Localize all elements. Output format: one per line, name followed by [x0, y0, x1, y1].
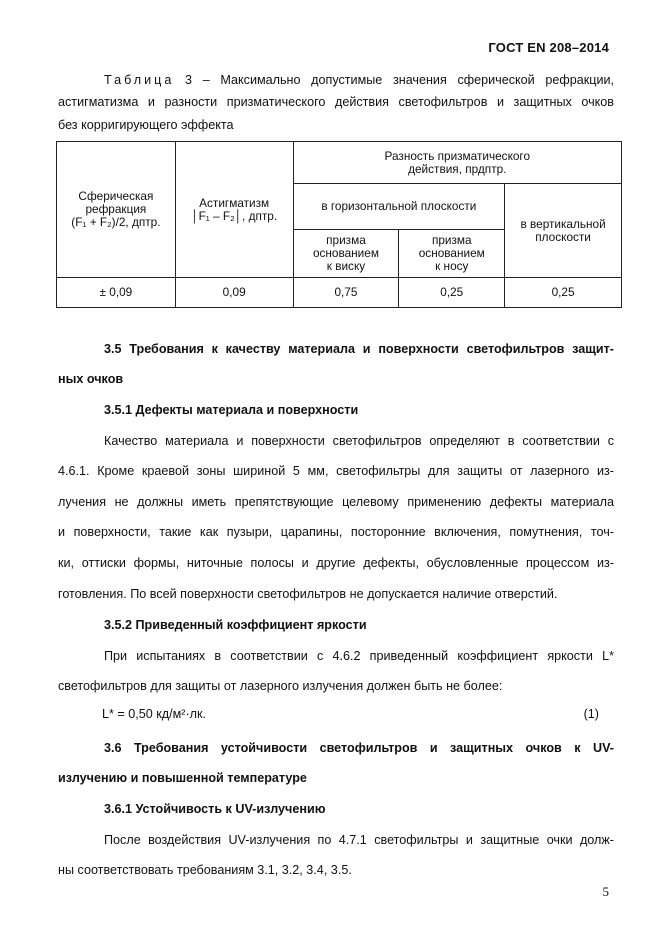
header-nose-line: основанием [418, 246, 485, 260]
section-3-5-heading-cont: ных очков [58, 372, 124, 386]
paragraph-line: готовления. По всей поверхности светофильтров не допускается наличие отверстий. [58, 587, 558, 601]
page-number: 5 [602, 884, 609, 899]
header-astig-line: │F₁ – F₂│, дптр. [191, 208, 278, 223]
header-sphere [57, 142, 176, 278]
table-cell: 0,25 [505, 278, 622, 308]
section-3-6-heading: 3.6 Требования устойчивости светофильтров и защитных очков к UV- [104, 741, 614, 755]
section-3-6-heading-cont: излучению и повышенной температуре [58, 771, 307, 785]
formula-luminance: L* = 0,50 кд/м²·лк. [102, 707, 207, 721]
paragraph-line: При испытаниях в соответствии с 4.6.2 приведенный коэффициент яркости L* [104, 649, 614, 663]
section-3-5-1-heading: 3.5.1 Дефекты материала и поверхности [104, 403, 359, 417]
paragraph-line: ки, оттиски формы, ниточные полосы и другие дефекты, обусловленные процессом из- [58, 556, 614, 570]
table-caption-label: Таблица [104, 73, 175, 87]
paragraph-line: Качество материала и поверхности светофильтров определяют в соответствии с [104, 434, 614, 448]
table-cell: 0,75 [293, 278, 399, 308]
header-sphere-line: Сферическая [78, 189, 154, 203]
standard-header: ГОСТ EN 208–2014 [488, 40, 609, 55]
header-astigmatism [175, 142, 293, 278]
header-prism-temple [293, 230, 399, 278]
paragraph-line: ны соответствовать требованиям 3.1, 3.2, 3.4, 3.5. [58, 863, 352, 877]
header-vertical-line: плоскости [535, 229, 591, 244]
header-prism-line: действия, прдптр. [408, 161, 507, 176]
section-3-6-1-heading: 3.6.1 Устойчивость к UV-излучению [104, 802, 326, 816]
header-temple-line: призма [326, 233, 366, 247]
table-caption-line-2: астигматизма и разности призматического действия светофильтров и защитных очков [58, 95, 614, 109]
paragraph-line: 4.6.1. Кроме краевой зоны шириной 5 мм, светофильтры для защиты от лазерного из- [58, 464, 614, 478]
section-3-5-heading: 3.5 Требования к качеству материала и поверхности светофильтров защит- [104, 342, 614, 356]
paragraph-line: и поверхности, такие как пузыри, царапины, посторонние включения, помутнения, точ- [58, 525, 614, 539]
header-vertical [505, 184, 622, 278]
header-sphere-line: (F₁ + F₂)/2, дптр. [71, 215, 161, 229]
header-temple-line: основанием [312, 246, 379, 260]
header-temple-line: к виску [326, 259, 366, 273]
table-cell: 0,09 [175, 278, 293, 308]
header-sphere-line: рефракция [85, 202, 147, 216]
table-cell: 0,25 [399, 278, 505, 308]
table-caption-text-1: – Максимально допустимые значения сферической рефракции, [202, 73, 615, 87]
paragraph-line: После воздействия UV-излучения по 4.7.1 светофильтры и защитные очки долж- [104, 833, 614, 847]
header-vertical-line: в вертикальной [520, 216, 606, 231]
table-caption-line-3: без корригирующего эффекта [58, 118, 234, 132]
formula-number: (1) [583, 707, 599, 721]
paragraph-line: лучения не должны иметь препятствующие целевому применению дефекты материала [58, 495, 614, 509]
table-cell: ± 0,09 [57, 278, 176, 308]
header-prism [293, 142, 621, 184]
section-3-5-2-heading: 3.5.2 Приведенный коэффициент яркости [104, 618, 367, 632]
paragraph-line: светофильтров для защиты от лазерного излучения должен быть не более: [58, 679, 503, 693]
header-prism-line: Разность призматического [384, 148, 531, 163]
table-caption-number: 3 [185, 73, 193, 87]
header-horizontal: в горизонтальной плоскости [293, 184, 505, 230]
header-nose-line: к носу [435, 259, 469, 273]
header-astig-line: Астигматизм [199, 195, 270, 210]
tolerance-table [56, 141, 622, 308]
header-nose-line: призма [431, 233, 472, 247]
table-caption-line-1 [58, 70, 614, 90]
header-prism-nose [399, 230, 505, 278]
